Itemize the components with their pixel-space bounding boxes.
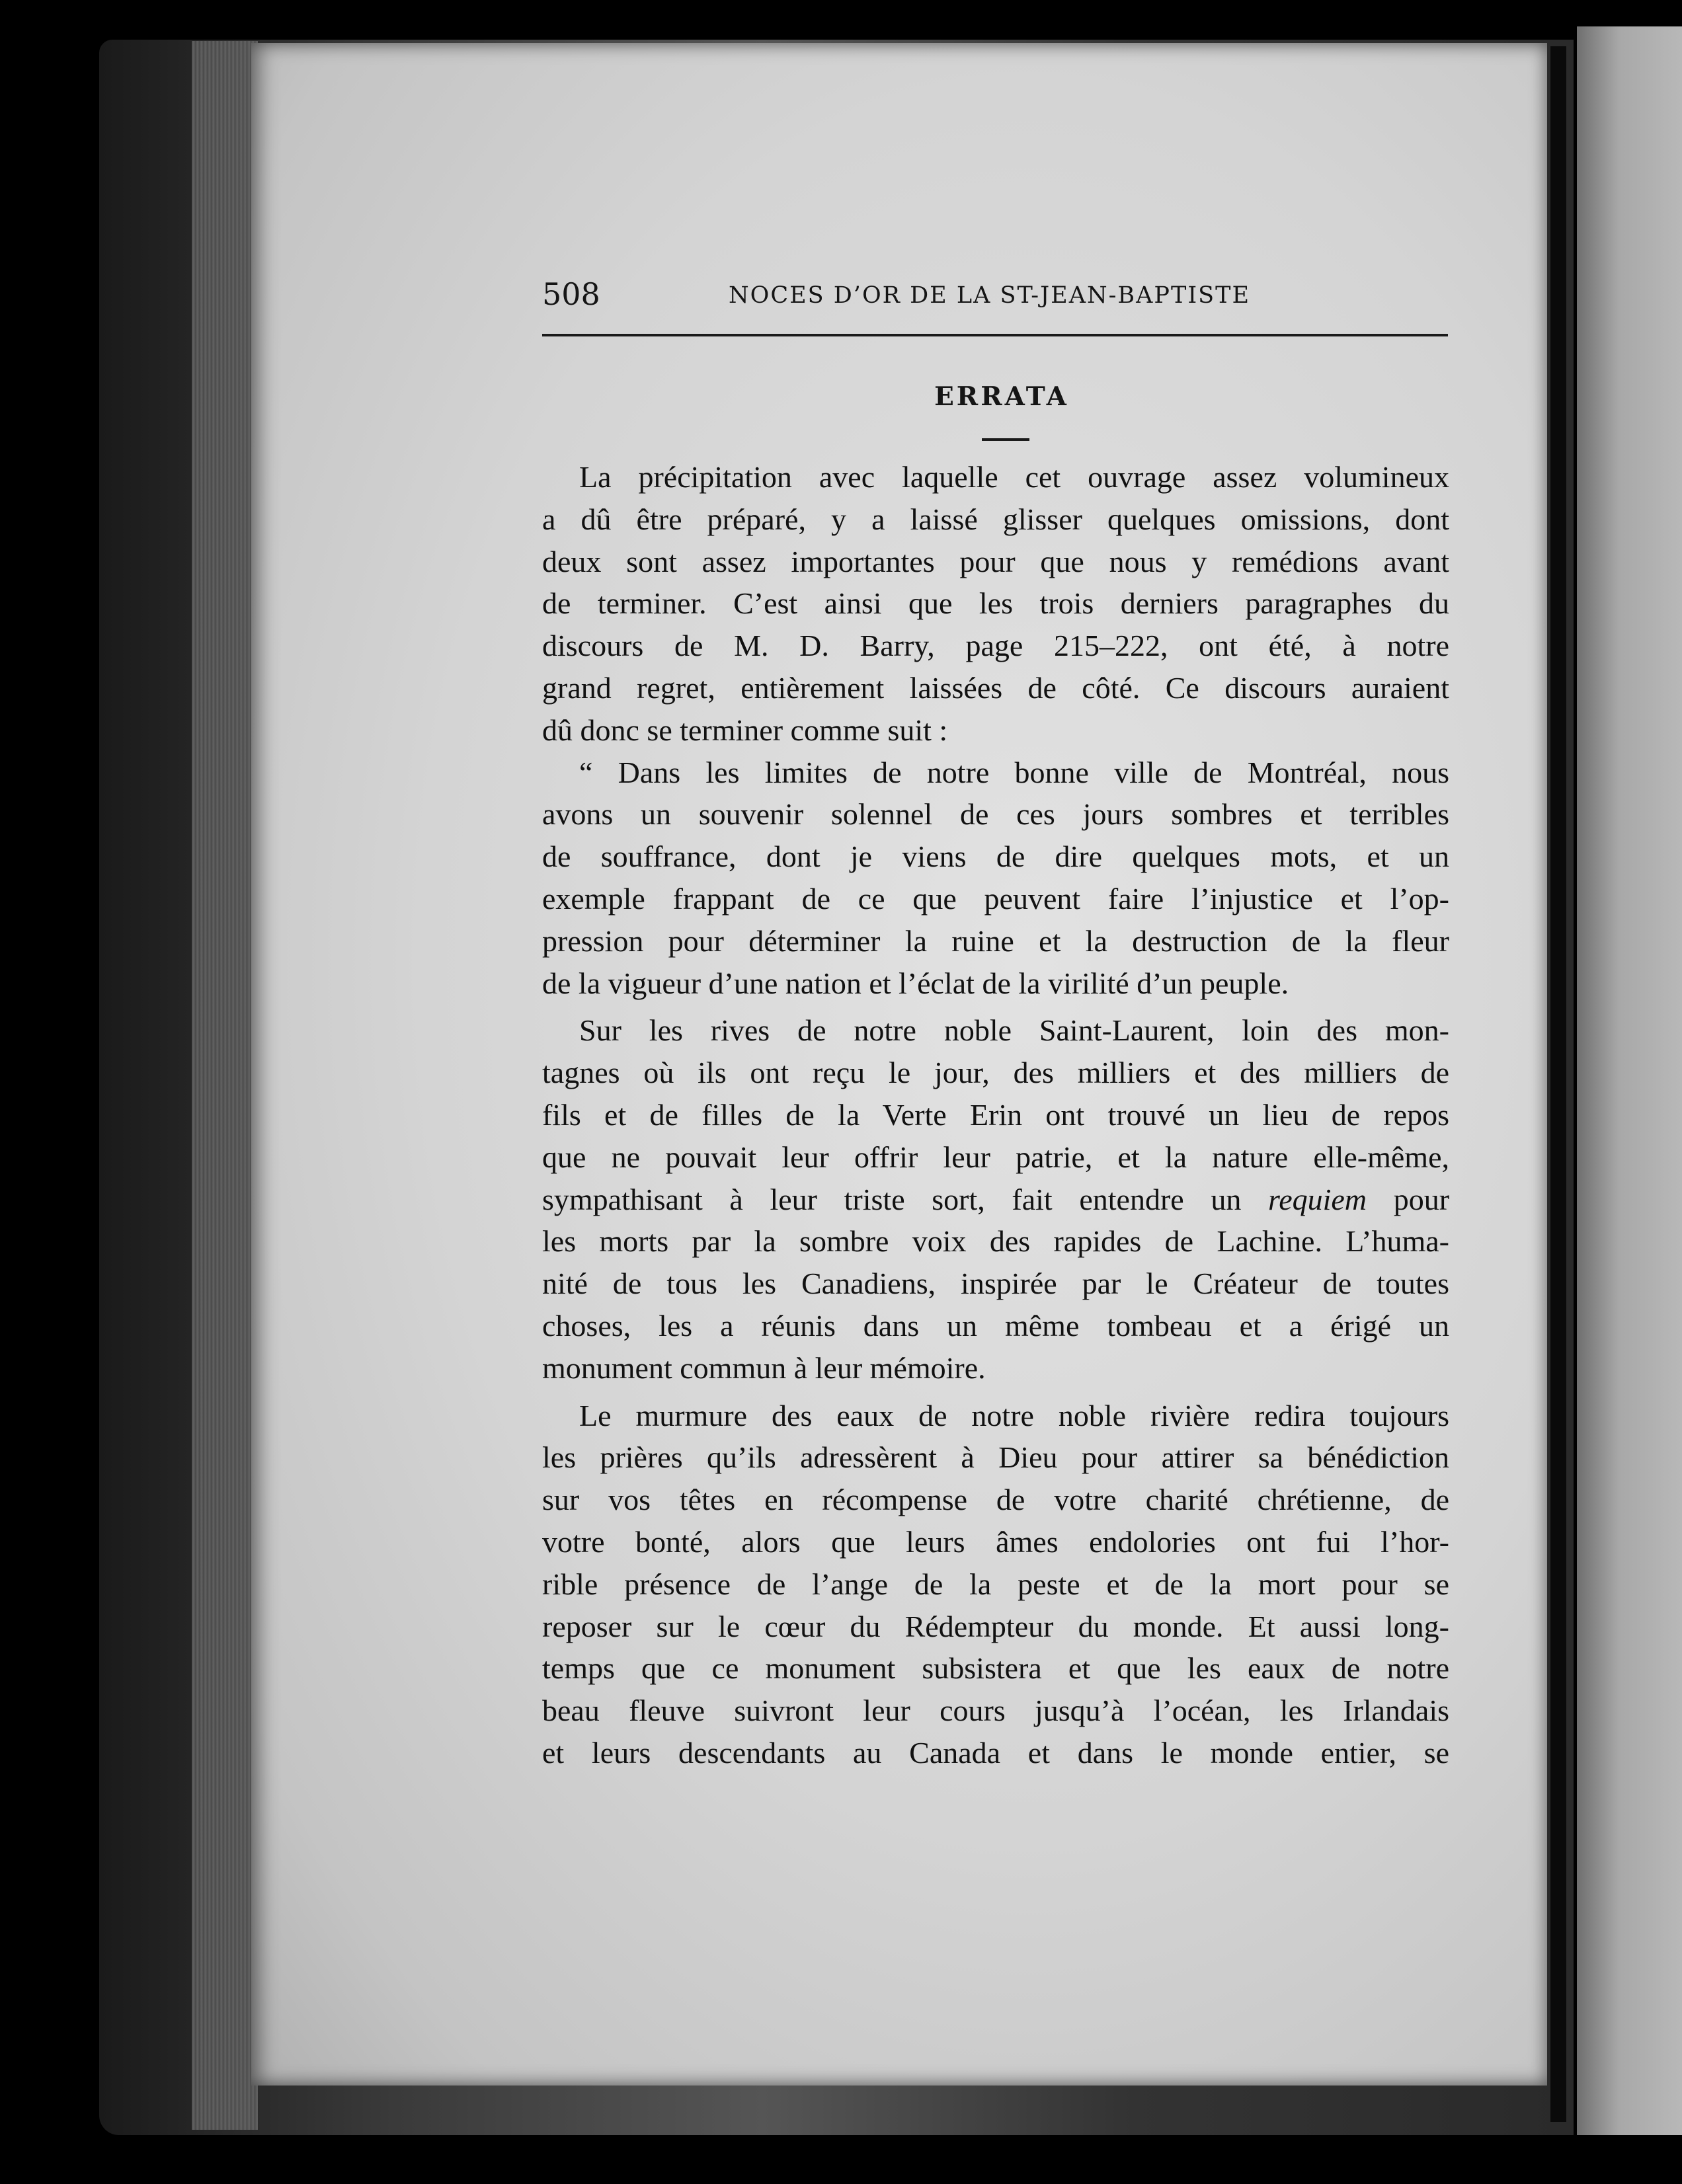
text-line: dû donc se terminer comme suit : — [542, 713, 948, 747]
text-line: temps que ce monument subsistera et que les eaux de notre — [542, 1651, 1449, 1686]
text-line: de la vigueur d’une nation et l’éclat de la virilité d’un peuple. — [542, 966, 1289, 1000]
text-line: nité de tous les Canadiens, inspirée par le Créateur de toutes — [542, 1267, 1449, 1301]
text-line: de souffrance, dont je viens de dire quelques mots, et un — [542, 839, 1449, 874]
text-line: avons un souvenir solennel de ces jours sombres et terribles — [542, 797, 1449, 832]
page-edges — [192, 41, 258, 2130]
text-line: Sur les rives de notre noble Saint-Laurent, loin des mon- — [579, 1013, 1449, 1048]
running-head: NOCES D’OR DE LA ST-JEAN-BAPTISTE — [729, 282, 1251, 309]
text-line: fils et de filles de la Verte Erin ont trouvé un lieu de repos — [542, 1097, 1449, 1132]
section-title: ERRATA — [934, 381, 1069, 412]
text-line: La précipitation avec laquelle cet ouvrage assez volumineux — [579, 460, 1449, 494]
text-line: rible présence de l’ange de la peste et de la mort pour se — [542, 1567, 1449, 1601]
text-line-with-italic — [542, 1179, 1449, 1221]
text-line: de terminer. C’est ainsi que les trois derniers paragraphes du — [542, 586, 1449, 621]
text-line: monument commun à leur mémoire. — [542, 1350, 986, 1385]
paragraph — [542, 456, 1449, 752]
facing-page-edge — [1577, 26, 1682, 2135]
text-line: votre bonté, alors que leurs âmes endolories ont fui l’hor- — [542, 1524, 1449, 1559]
paragraph — [542, 1009, 1449, 1389]
text-line: exemple frappant de ce que peuvent faire l’injustice et l’op- — [542, 881, 1449, 916]
text-line: beau fleuve suivront leur cours jusqu’à l’océan, les Irlandais — [542, 1694, 1449, 1728]
text-line: a dû être préparé, y a laissé glisser quelques omissions, dont — [542, 502, 1449, 536]
page-header — [542, 274, 1448, 314]
text-line: choses, les a réunis dans un même tombeau et a érigé un — [542, 1308, 1449, 1343]
text-line: tagnes où ils ont reçu le jour, des milliers et des milliers de — [542, 1056, 1449, 1090]
body-text — [542, 456, 1449, 1774]
text-line: Le murmure des eaux de notre noble rivière redira toujours — [579, 1398, 1449, 1432]
text-line: deux sont assez importantes pour que nous y remédions avant — [542, 544, 1449, 578]
text-segment: pour — [1393, 1182, 1450, 1216]
text-line: les prières qu’ils adressèrent à Dieu pour attirer sa bénédiction — [542, 1440, 1449, 1475]
italic-word: requiem — [1268, 1182, 1367, 1216]
text-segment: sympathisant à leur triste sort, fait entendre un — [542, 1182, 1242, 1216]
header-rule — [542, 334, 1448, 336]
title-dash — [982, 438, 1029, 441]
gutter-shadow — [1550, 46, 1566, 2122]
text-line: reposer sur le cœur du Rédempteur du monde. Et aussi long- — [542, 1609, 1449, 1643]
text-line: grand regret, entièrement laissées de côté. Ce discours auraient — [542, 670, 1449, 705]
paragraph — [542, 1395, 1449, 1774]
text-line: discours de M. D. Barry, page 215–222, ont été, à notre — [542, 629, 1449, 663]
text-line: pression pour déterminer la ruine et la destruction de la fleur — [542, 923, 1449, 958]
text-line: et leurs descendants au Canada et dans le monde entier, se — [542, 1735, 1449, 1770]
paragraph — [542, 752, 1449, 1005]
text-line: “ Dans les limites de notre bonne ville de Montréal, nous — [579, 755, 1449, 789]
text-line: les morts par la sombre voix des rapides de Lachine. L’huma- — [542, 1224, 1449, 1259]
text-line: sur vos têtes en récompense de votre charité chrétienne, de — [542, 1483, 1449, 1517]
text-line: que ne pouvait leur offrir leur patrie, et la nature elle-même, — [542, 1140, 1449, 1174]
page-number: 508 — [542, 276, 600, 312]
